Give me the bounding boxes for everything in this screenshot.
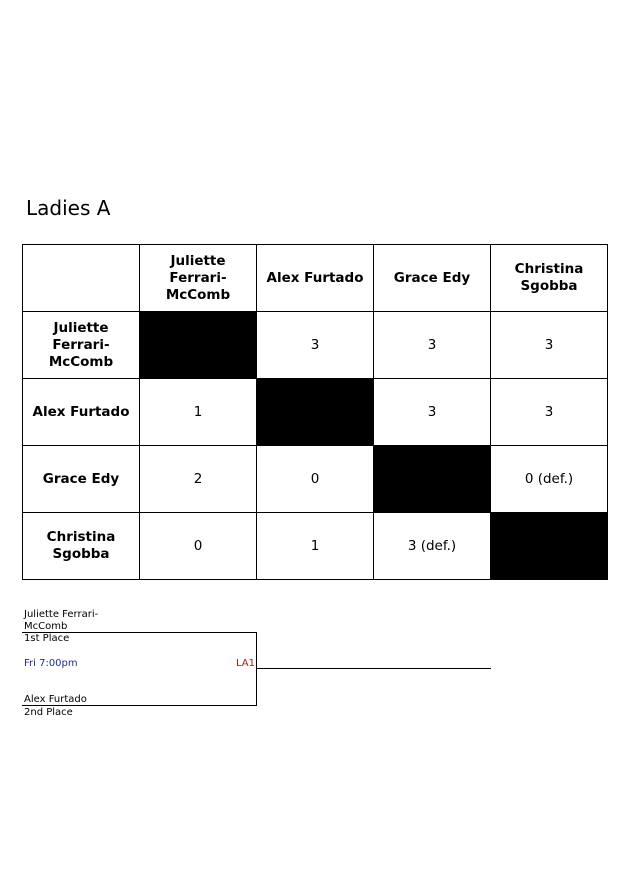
column-header: Christina Sgobba (491, 245, 608, 312)
column-header: Alex Furtado (257, 245, 374, 312)
bracket-bottom-place: 2nd Place (24, 707, 73, 718)
bracket-bottom-line (22, 705, 257, 706)
self-match-cell (491, 513, 608, 580)
bracket-top-place: 1st Place (24, 633, 70, 644)
row-header: Grace Edy (23, 446, 140, 513)
score-cell: 3 (374, 379, 491, 446)
bracket-winner-line (256, 668, 491, 669)
match-code: LA1 (236, 658, 256, 669)
score-cell: 1 (140, 379, 257, 446)
results-grid (22, 244, 608, 580)
table-row (23, 312, 608, 379)
score-cell: 0 (140, 513, 257, 580)
score-cell: 3 (491, 312, 608, 379)
score-cell: 0 (def.) (491, 446, 608, 513)
column-header: Grace Edy (374, 245, 491, 312)
row-header: Juliette Ferrari-McComb (23, 312, 140, 379)
bracket-bottom-player: Alex Furtado (24, 694, 87, 705)
bracket-top-player-line1: Juliette Ferrari- (24, 609, 99, 620)
self-match-cell (374, 446, 491, 513)
row-header: Christina Sgobba (23, 513, 140, 580)
score-cell: 3 (374, 312, 491, 379)
self-match-cell (140, 312, 257, 379)
corner-cell (23, 245, 140, 312)
score-cell: 2 (140, 446, 257, 513)
column-header: Juliette Ferrari-McComb (140, 245, 257, 312)
match-time: Fri 7:00pm (24, 658, 78, 669)
table-row (23, 446, 608, 513)
self-match-cell (257, 379, 374, 446)
bracket-vertical-line (256, 632, 257, 706)
table-row (23, 379, 608, 446)
header-row (23, 245, 608, 312)
table-row (23, 513, 608, 580)
score-cell: 0 (257, 446, 374, 513)
score-cell: 3 (def.) (374, 513, 491, 580)
score-cell: 3 (257, 312, 374, 379)
bracket-top-player-line2: McComb (24, 621, 68, 632)
score-cell: 3 (491, 379, 608, 446)
page-title: Ladies A (26, 196, 111, 220)
row-header: Alex Furtado (23, 379, 140, 446)
score-cell: 1 (257, 513, 374, 580)
